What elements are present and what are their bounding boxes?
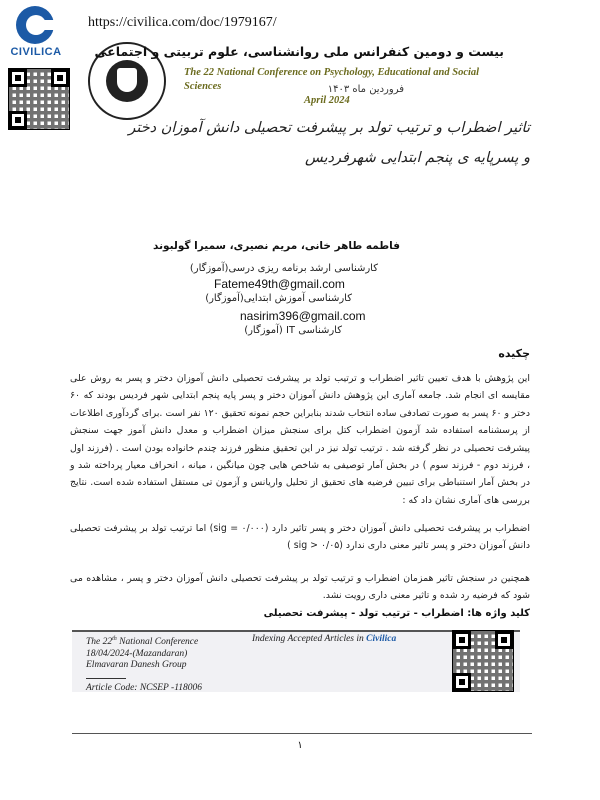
abstract-paragraph-2: اضطراب بر پیشرفت تحصیلی دانش آموزان دختر و پسر تاثیر دارد (sig = ۰/۰۰۰) اما ترتیب تولد بر پیشرفت تحصیلی دانش آموزان دختر و پسر تاثیر معنی داری ندارد (sig > ۰/۰۵ ) [70,523,530,552]
conference-date-fa: فروردین ماه ۱۴۰۳ [327,84,404,95]
conference-title-fa: بیست و دومین کنفرانس ملی روانشناسی، علوم تربیتی و اجتماعی [94,44,504,59]
email-2[interactable]: nasirim396@gmail.com [240,309,366,323]
affiliation-3: کارشناسی IT (آموزگار) [244,325,342,336]
affiliation-1: کارشناسی ارشد برنامه ریزی درسی(آموزگار) [189,263,378,274]
qr-code-bottom-icon [452,630,514,692]
civilica-wordmark: CIVILICA [10,46,62,58]
paper-title-line2: و پسرپایه ی پنجم ابتدایی شهرفردیس [305,150,530,166]
qr-code-icon [8,68,70,130]
indexing-note: Indexing Accepted Articles in Civilica [252,634,397,644]
paper-title-line1: تاثیر اضطراب و ترتیب تولد بر پیشرفت تحصیلی دانش آموزان دختر [128,120,530,136]
email-1[interactable]: Fateme49th@gmail.com [214,277,345,291]
affiliation-2: کارشناسی آموزش ابتدایی(آموزگار) [205,293,352,304]
civilica-c-icon [16,6,54,44]
conference-title-en: The 22 National Conference on Psychology, Educational and Social Sciences April 2024 [184,67,480,106]
signature-icon [86,673,126,679]
civilica-logo[interactable] [6,6,64,62]
keywords: کلید واژه ها: اضطراب - ترتیب تولد - پیشرفت تحصیلی [263,608,530,619]
page-number: ۱ [297,740,303,751]
article-info: The 22th National Conference 18/04/2024-(Mazandaran) Elmavaran Danesh Group Article Code: NCSEP -118006 [86,636,203,694]
abstract-paragraph-3: همچنین در سنجش تاثیر همزمان اضطراب و ترتیب تولد بر پیشرفت تحصیلی دانش آموزان دختر و پسر ، مشاهده می شود که فرضیه رد شده و تاثیر معنی داری رویت نشد. [70,573,530,602]
abstract-paragraph-1: این پژوهش با هدف تعیین تاثیر اضطراب و ترتیب تولد بر پیشرفت تحصیلی دانش آموزان دختر و پسر به روش علی مقایسه ای انجام شد. جامعه آماری این پژوهش دانش آموزان دختر و پسر پایه پنجم ابتدایی شهر فردیس بودند که ۶۰ دختر و ۶۰ پسر به صورت تصادفی ساده انتخاب شدند بنابراین حجم نمونه تحقیق ۱۲۰ نفر است .برای گردآوری اطلاعات از پرسشنامه استفاده شد آزمون اضطراب کتل برای سنجش میزان اضطراب و معدل دانش آموز جهت سنجش پیشرفت تحصیلی در نظر گرفته شد . ترتیب تولد نیز در این تحقیق منظور فرزند چندم خانواده بودن است . (فرزند اول ، فرزند دوم - فرزند سوم ) در بخش آمار توصیفی به شاخص هایی چون میانگین ، میانه ، انحراف معیار پرداخته شد و در بخش آمار استنباطی برای تبیین فرضیه های تحقیق از تحلیل واریانس و آزمون تی مستقل استفاده شده است. نتایج بررسی های آماری نشان داد که : [70,373,530,506]
document-url[interactable]: https://civilica.com/doc/1979167/ [88,15,277,30]
paper-authors: فاطمه طاهر خانی، مریم نصیری، سمیرا گولبوند [153,240,400,252]
article-code: Article Code: NCSEP -118006 [86,683,203,694]
footer-divider [72,733,532,734]
abstract-heading: چکیده [498,347,530,360]
civilica-link[interactable]: Civilica [366,634,397,644]
